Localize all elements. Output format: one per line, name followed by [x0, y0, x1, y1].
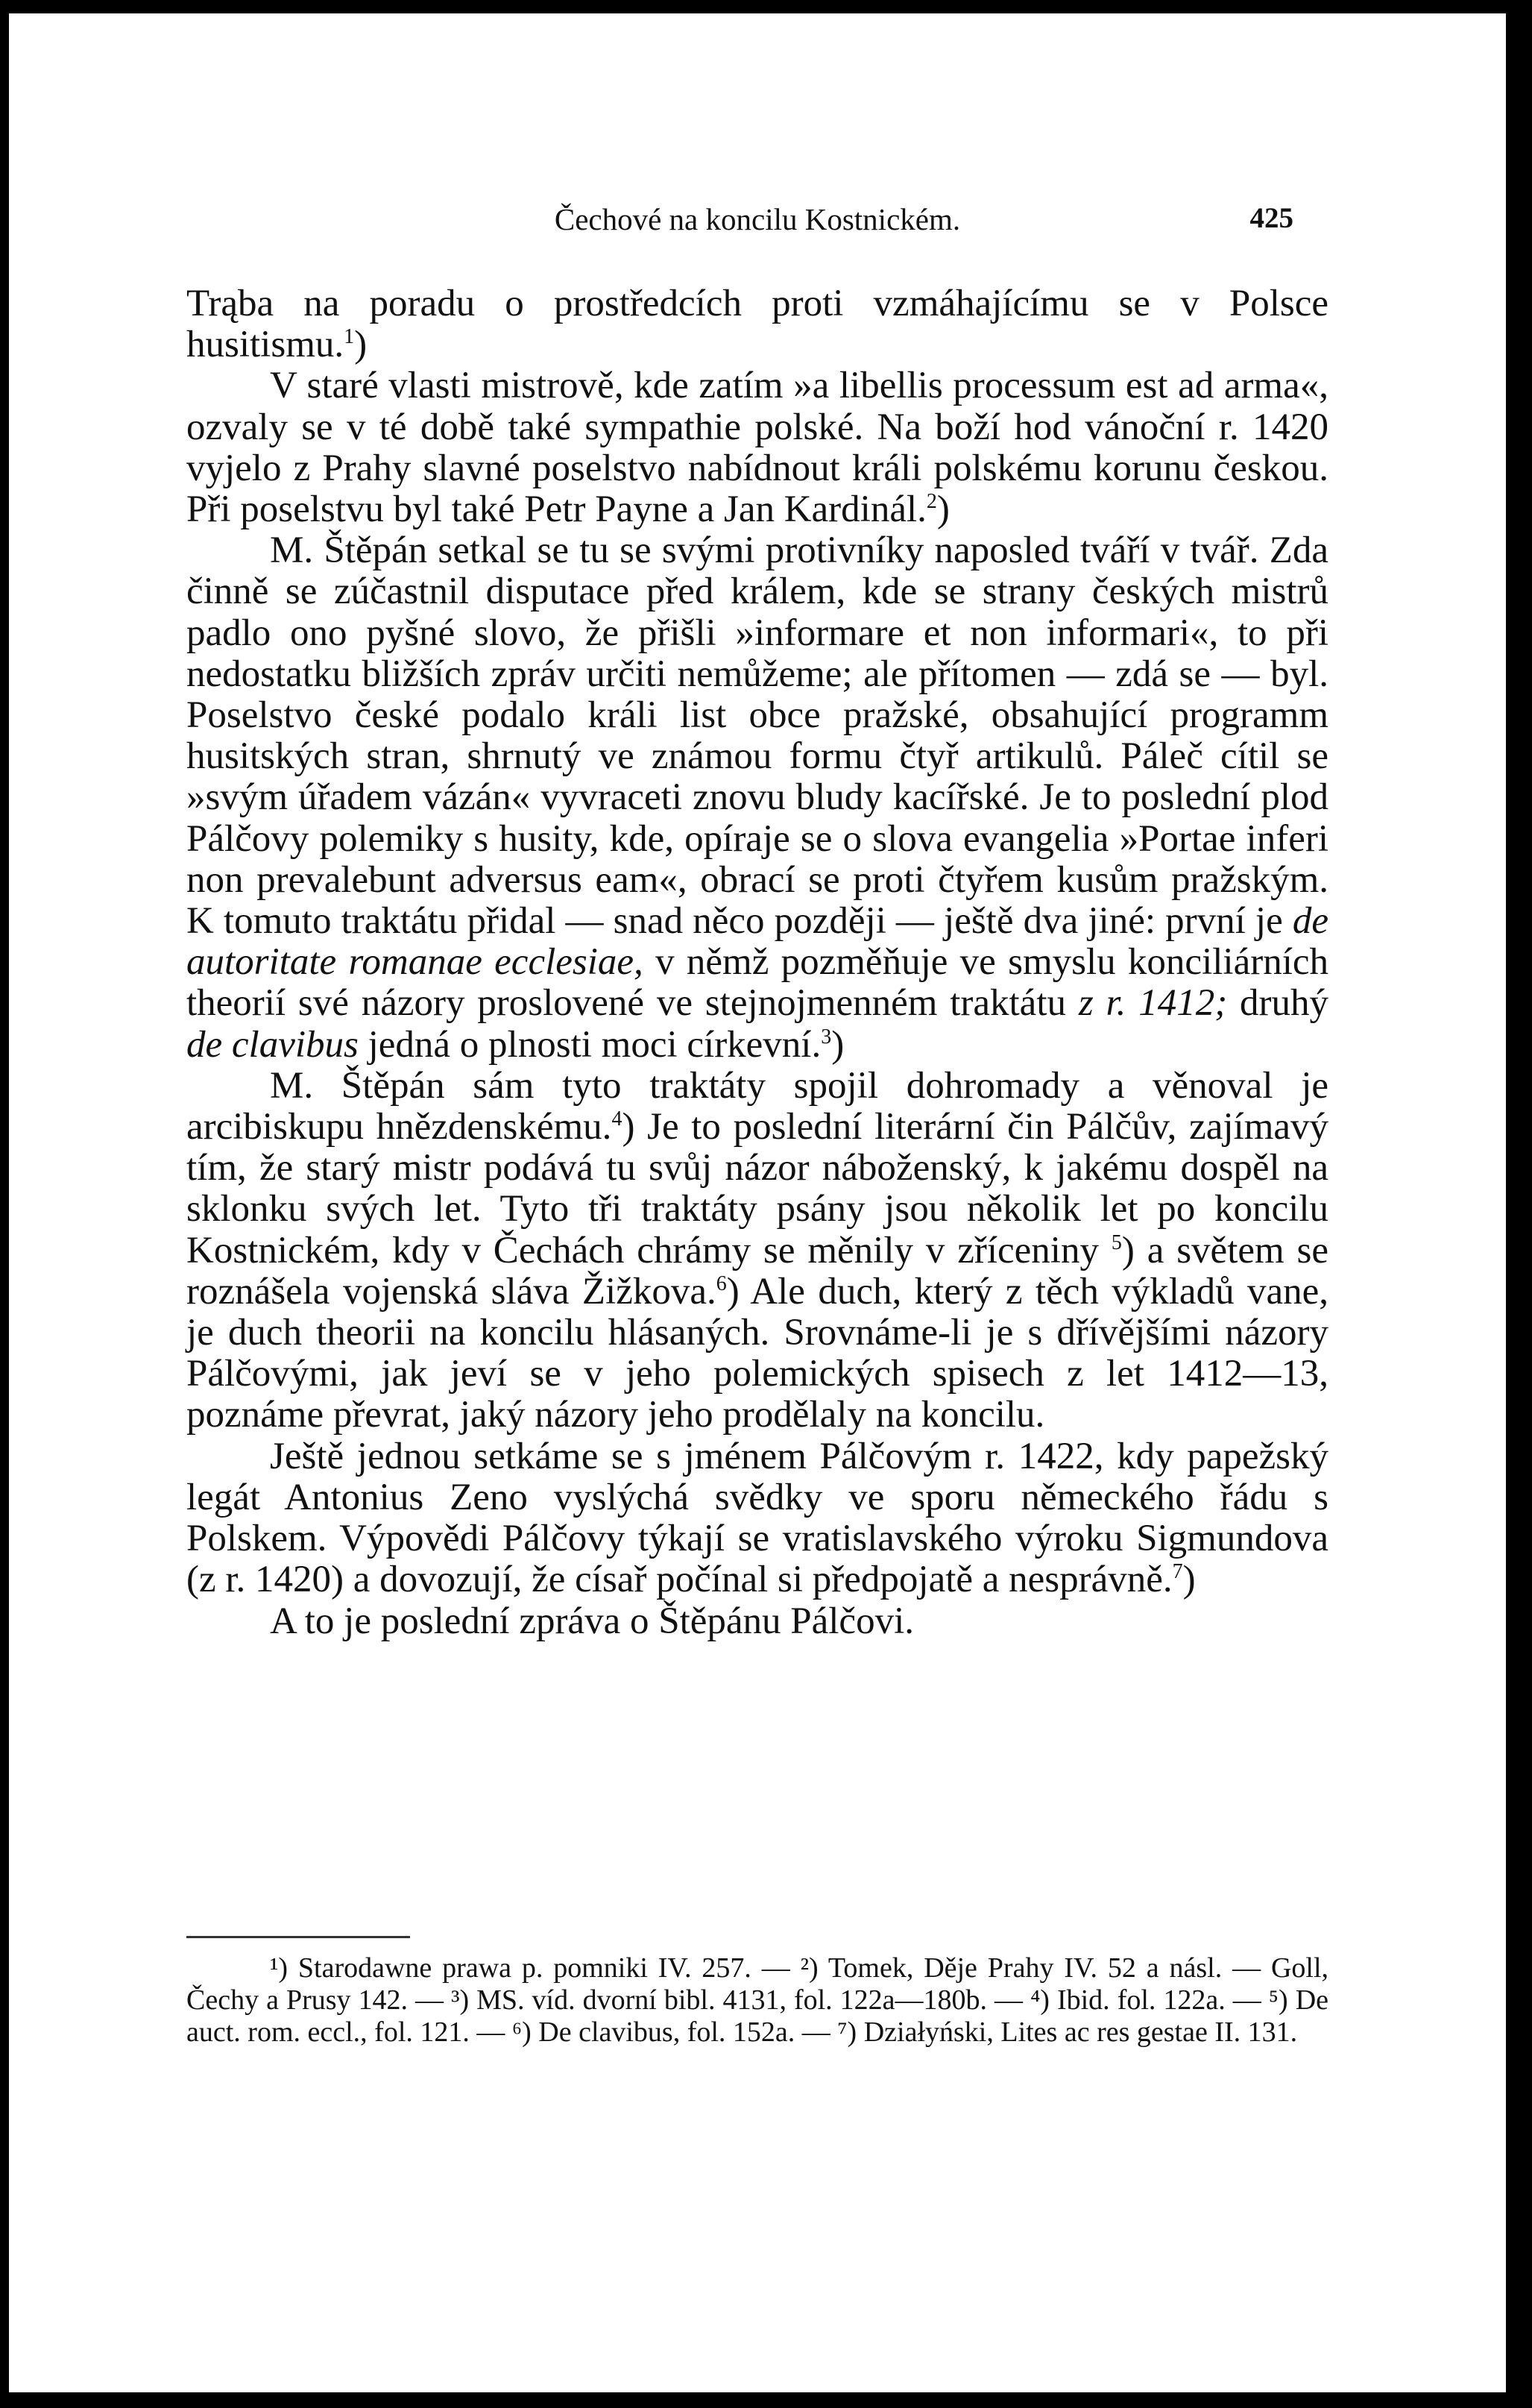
- italic-title: de clavibus: [186, 1023, 359, 1066]
- paragraph-text: ): [831, 1023, 845, 1066]
- body-text: [186, 283, 1328, 1642]
- page-number: 425: [1249, 202, 1293, 234]
- footnote-3: ³) MS. víd. dvorní bibl. 4131, fol. 122a—180b. —: [451, 1984, 1024, 2016]
- paragraph-text: druhý: [1240, 982, 1328, 1025]
- footnote-divider: [186, 1936, 410, 1938]
- page-header: [9, 201, 1506, 246]
- paragraph-text: A to je poslední zpráva o Štěpánu Pálčovi.: [270, 1600, 914, 1642]
- footnote-6: ⁶) De clavibus, fol. 152a. —: [511, 2016, 830, 2048]
- paragraph-4: [186, 1066, 1328, 1436]
- footnote-1: ¹) Starodawne prawa p. pomniki IV. 257. —: [270, 1952, 790, 1984]
- paragraph-1: [186, 283, 1328, 365]
- footnote-ref: 4: [611, 1107, 622, 1131]
- paragraph-5: [186, 1436, 1328, 1601]
- footnote-ref: 3: [821, 1025, 832, 1049]
- paragraph-text: V staré vlasti mistrově, kde zatím »a libellis processum est ad arma«, ozvaly se v té době také sympathie polské. Na boží hod vánoční r. 1420 vyjelo z Prahy slavné poselstvo nabídnout králi polskému korunu českou. Při poselstvu byl také Petr Payne a Jan Kardinál.: [186, 365, 1328, 531]
- paragraph-text: Ještě jednou setkáme se s jménem Pálčovým r. 1422, kdy papežský legát Antonius Zeno vyslýchá svědky ve sporu německého řádu s Polskem. Výpovědi Pálčovy týkají se vratislavského výroku Sigmundova (z r. 1420) a dovozují, že císař počínal si předpojatě a nesprávně.: [186, 1435, 1328, 1601]
- footnote-5: ⁵) De auct. rom. eccl., fol. 121. —: [186, 1984, 1329, 2048]
- paragraph-text: ) a světem se roznášela vojenská sláva Žižkova.: [186, 1229, 1329, 1313]
- footnote-ref: 5: [1111, 1230, 1122, 1254]
- footnote-ref: 1: [344, 325, 355, 349]
- paragraph-2: [186, 365, 1328, 530]
- paragraph-text: ): [936, 488, 950, 531]
- footnote-ref: 2: [926, 490, 937, 514]
- paragraph-text: M. Štěpán sám tyto traktáty spojil dohromady a věnoval je arcibiskupu hnězdenskému.: [186, 1064, 1328, 1148]
- running-title: Čechové na koncilu Kostnickém.: [554, 202, 961, 236]
- footnote-7: ⁷) Działyński, Lites ac res gestae II. 131.: [837, 2016, 1298, 2048]
- footnote-block: [186, 1952, 1328, 2049]
- footnotes: [186, 1952, 1328, 2049]
- paragraph-text: ) Je to poslední literární čin Pálčův, zajímavý tím, že starý mistr podává tu svůj názor náboženský, k jakému dospěl na sklonku svých let. Tyto tři traktáty psány jsou několik let po koncilu Kostnickém, kdy v Čechách chrámy se měnily v zříceniny: [186, 1106, 1328, 1271]
- italic-title: z r. 1412;: [1078, 982, 1228, 1025]
- paragraph-6: [186, 1601, 1328, 1642]
- footnote-ref: 6: [716, 1271, 727, 1295]
- paragraph-text: ): [354, 324, 368, 366]
- paragraph-text: v němž pozměňuje ve smyslu konciliárních theorií své názory proslovené ve stejnojmenném traktátu: [186, 941, 1328, 1025]
- footnote-2: ²) Tomek, Děje Prahy IV. 52 a násl. — Goll, Čechy a Prusy 142. —: [186, 1952, 1328, 2016]
- paragraph-text: M. Štěpán setkal se tu se svými protivníky naposled tváří v tvář. Zda činně se zúčastnil disputace před králem, kde se strany českých mistrů padlo ono pyšné slovo, že přišli »informare et non informari«, to při nedostatku bližších zpráv určiti nemůžeme; ale přítomen — zdá se — byl. Poselstvo české podalo králi list obce pražské, obsahující programm husitských stran, shrnutý ve známou formu čtyř artikulů. Páleč cítil se »svým úřadem vázán« vyvraceti znovu bludy kacířské. Je to poslední plod Pálčovy polemiky s husity, kde, opíraje se o slova evangelia »Portae inferi non prevalebunt adversus eam«, obrací se proti čtyřem kusům pražským. K tomuto traktátu přidal — snad něco později — ještě dva jiné: první je: [186, 529, 1328, 943]
- paragraph-text: Trąba na poradu o prostředcích proti vzmáhajícímu se v Polsce husitismu.: [186, 283, 1328, 366]
- footnote-ref: 7: [1172, 1560, 1183, 1584]
- footnote-4: ⁴) Ibid. fol. 122a. —: [1030, 1984, 1261, 2016]
- paragraph-text: ): [1182, 1559, 1196, 1601]
- paragraph-text: ) Ale duch, který z těch výkladů vane, je duch theorii na koncilu hlásaných. Srovnáme-li je s dřívějšími názory Pálčovými, jak jeví se v jeho polemických spisech z let 1412—13, poznáme převrat, jaký názory jeho prodělaly na koncilu.: [186, 1270, 1329, 1436]
- paragraph-text: jedná o plnosti moci církevní.: [368, 1023, 822, 1066]
- page: [9, 13, 1506, 2392]
- italic-title: de autoritate romanae ecclesiae,: [186, 900, 1328, 984]
- paragraph-3: [186, 530, 1328, 1066]
